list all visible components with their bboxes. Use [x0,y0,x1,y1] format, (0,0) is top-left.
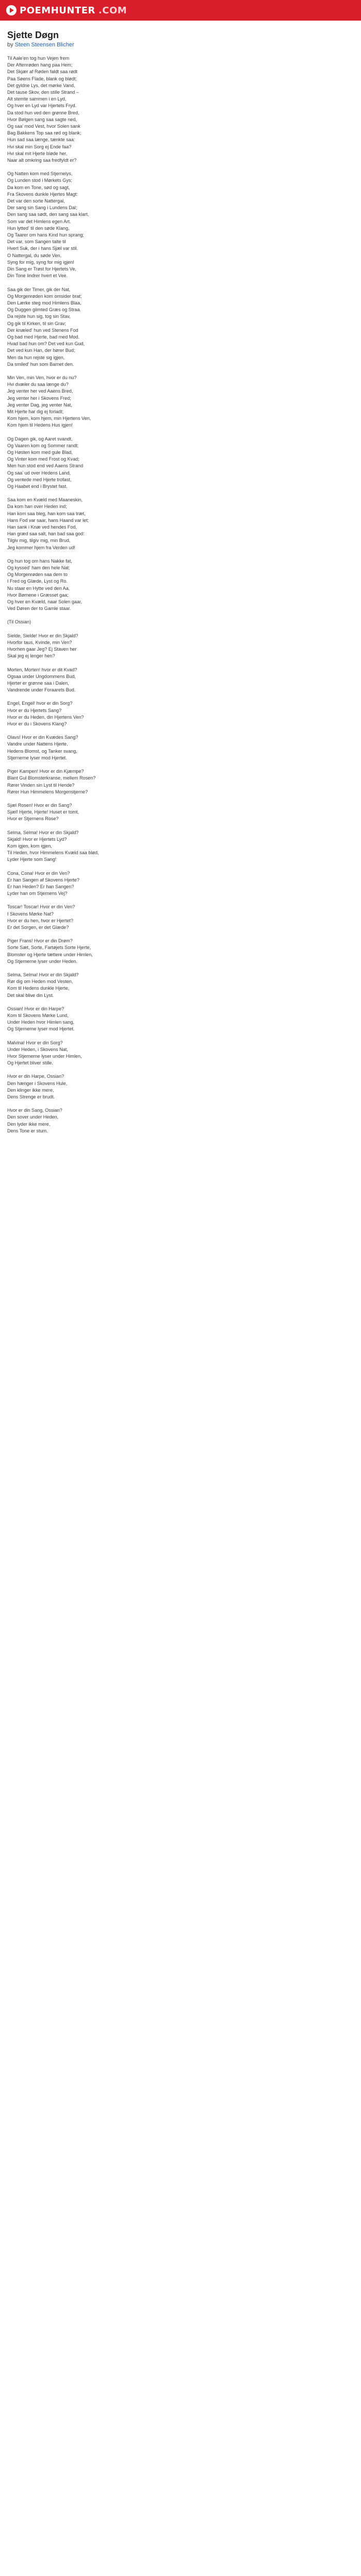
poem-line: Den sover under Heden, [7,1114,59,1120]
poem-line: Skal jeg ej lenger hen? [7,653,55,659]
poem-line: Rører Hun Himmelens Morgenstjerne? [7,789,88,794]
poem-line: Det tause Skov, den stille Strand – [7,90,79,95]
poem-line: Og Morgenrøden saa dem to [7,572,68,578]
poem-line: Dens Tone er stum. [7,1128,48,1133]
poem-line: Saa gik der Timer, gik der Nat, [7,286,71,292]
poem-stanza [7,972,354,999]
poem-line: Det ved kun Han, der hører Bud; [7,348,75,353]
poem-line: Hvor er du hen, hvor er Hjertet? [7,918,73,923]
poem-line: Kom igjen, kom igjen, [7,843,52,849]
poem-line: Dens Strenge er brudt. [7,1094,55,1100]
poem-line: Hvad bad hun om? Det ved kun Gud, [7,341,85,347]
poem-line: Selma, Selma! Hvor er din Skjald? [7,829,79,835]
poem-line: Sielde, Sielde! Hvor er din Skjald? [7,633,78,638]
poem-line: Hvor er din Sang, Ossian? [7,1108,62,1113]
poem-line: I Skovens Mørke Nat? [7,911,54,917]
poem-stanza [7,55,354,164]
poem-line: Den klinger ikke mere, [7,1087,54,1093]
poem-line: Hvert Suk, der i hans Sjæl var stil. [7,246,78,251]
poem-line: Hans Fod var saar, hans Haand var let; [7,517,89,523]
poem-line: Det gyldne Lys, det mørke Vand, [7,82,75,88]
poem-line: Det skal blive din Lyst. [7,992,54,998]
poem-line: Hvorhen gaar Jeg? Ej Staven her [7,647,77,652]
poem-line: Hjerter er grønne saa i Dalen, [7,681,69,686]
poem-line: Cona, Cona! Hvor er din Ven? [7,870,70,876]
poem-line: Og Vaaren kom og Sommer randt; [7,443,79,448]
logo-tld: .COM [98,5,127,16]
poem-line: Naar alt omkring saa fredfyldt er? [7,158,77,163]
poem-line: Og saa' mod Vest, hvor Solen sank [7,124,80,129]
poem-line: Blomster og Hjerte tættere under Himlen, [7,952,93,957]
poem-stanza [7,734,354,761]
poem-line: Det var, som Sangen talte til [7,239,66,245]
poem-line: Ved Døren der to Gamle staar. [7,606,71,612]
poem-line: Og ventede med Hjerte trofast, [7,477,72,482]
poem-line: (Til Ossian) [7,619,31,625]
poem-stanza [7,286,354,368]
poem-line: Da kom han over Heden ind; [7,504,67,510]
poem-line: Og hver en Lyd var Hjertets Fryd. [7,103,77,109]
byline-prefix: by [7,42,13,48]
poem-line: Til Heden, hvor Himmelens Kvæld saa blød, [7,850,99,856]
poem-line: Hvor Stjernerne lyser under Himlen, [7,1054,82,1059]
poem-line: Da stod hun ved den grønne Bred, [7,110,79,115]
poem-stanza [7,667,354,694]
poem-line: Den hænger i Skovens Hule, [7,1080,68,1086]
poem-line [7,626,354,633]
poem-stanza [7,436,354,490]
poem-line: Tilgiv mig, tilgiv mig, min Brud, [7,538,71,544]
poem-line: Og Vinter kom med Frost og Kvad; [7,456,79,462]
poem-line: Piger Kampen! Hvor er din Kjæmpe? [7,769,84,774]
poem-line: Og Høsten kom med gule Blad, [7,449,73,455]
poem-line: Og Duggen glimted Græs og Straa. [7,307,81,313]
poem-line: Toscar! Toscar! Hvor er din Ven? [7,904,75,910]
poem-line: Den Lærke steg mod Himlens Blaa, [7,300,81,306]
poem-line: Rør dig om Heden mod Vesten, [7,979,73,985]
poem-line: Under Heden, i Skovens Nat, [7,1046,68,1052]
poem-stanza [7,619,354,659]
poem-line: Morten, Morten! hvor er dit Kvad? [7,667,77,672]
poem-line: Selma, Selma! Hvor er din Skjald? [7,972,79,977]
poem-line: Han sank i Knæ ved hendes Fod, [7,524,77,530]
poem-line: Og Taarer om hans Kind hun sprang; [7,232,84,238]
poem-line: Min Ven, min Ven, hvor er du nu? [7,375,77,380]
poem-line: Men da hun rejste sig igjen, [7,354,65,360]
poem-line: Din Sang er Trøst for Hjertets Ve, [7,266,76,272]
poem-line: Og hun tog om hans Nakke fat, [7,558,72,564]
poem-line: Hvor er din Harpe, Ossian? [7,1074,64,1079]
poem-line: Bag Bakkens Top saa rød og blank; [7,130,81,136]
poem-line: Mit Hjerte har dig ej forladt; [7,409,64,414]
poem-line: Jeg kommer hjem fra Verden ud! [7,545,75,550]
poem-line: Syng for mig, syng for mig igjen! [7,259,74,265]
poem-line: Og Haabet end i Brystet fast. [7,483,68,489]
poem-body [7,55,354,1134]
poem-line: Hvi skal min Sorg ej Ende faa? [7,144,72,149]
poem-line: Der Aftenrøden hang paa Hem; [7,62,73,68]
poem-line: Kom til Skovens Mørke Lund, [7,1012,69,1018]
poem-line: Han græd saa salt, han bad saa god: [7,531,85,537]
poem-line: Jeg venter her i Skovens Fred; [7,395,71,401]
poem-line: Skjald! Hvor er Hjertets Lyd? [7,836,67,842]
poem-line: Vandre under Nattens Hjerte, [7,741,68,747]
poem-line: Og saa' ud over Hedens Land, [7,470,71,476]
poem-line: Olavs! Hvor er din Kvædes Sang? [7,735,78,740]
poem-stanza [7,171,354,279]
poem-line: Jeg venter Dag, jeg venter Nat, [7,402,72,408]
poem-line: Og bad med Hjerte, bad med Mod. [7,334,80,340]
author-link[interactable]: Steen Steensen Blicher [14,42,74,48]
poem-stanza [7,375,354,429]
poem-line: Den lyder ikke mere, [7,1121,51,1127]
poem-line: Kom hjem, kom hjem, min Hjertens Ven, [7,416,91,421]
poem-line: Og gik til Kirken, til sin Grav; [7,320,67,326]
poem-line: Der sang sin Sang i Lundens Dal; [7,205,77,211]
poem-line: Hvor er Stjernens Rose? [7,816,59,822]
poem-line: Engel, Engel! hvor er din Sorg? [7,701,73,706]
poem-line: Kom til Hedens dunkle Hjerte, [7,986,70,991]
poem-line: Da rejste hun sig, tog sin Stav, [7,314,71,319]
poem-line: Hvor Bølgen sang saa sagte ned, [7,116,77,122]
poem-content [0,21,361,2576]
poem-line: Ossian! Hvor er din Harpe? [7,1006,64,1011]
poem-line: Vandrende under Foraarets Bud. [7,687,76,693]
poem-line: Kom hjem til Hedens Hus igjen! [7,422,73,428]
poem-stanza [7,802,354,823]
poem-line: Sjæl! Hjerte, Hjerte! Huset er tomt, [7,809,79,815]
poem-line: Og Stjernerne lyser under Heden. [7,958,77,964]
poem-stanza [7,1006,354,1033]
poem-line: Han kom saa bleg, han kom saa træt, [7,511,86,516]
poem-stanza [7,938,354,965]
poem-line: I Fred og Glæde, Lyst og Ro. [7,579,68,584]
poem-line: Hvorfor taus, Kvinde, min Ven? [7,640,72,646]
poem-line: Hvor Børnene i Græsset gaa; [7,592,69,598]
poem-stanza [7,700,354,727]
poem-line: Under Heden hvor Himlen sang, [7,1020,74,1025]
poem-line: Til Aale'en tog hun Vejen frem [7,56,70,61]
poem-line: Er det Sorgen, er det Glæde? [7,924,69,930]
poem-line: Og Natten kom med Stjernelys, [7,171,73,177]
poem-byline [7,42,354,48]
poem-line: Da smiled' hun som Barnet den. [7,361,74,367]
poem-line: Sorte Sæt, Sorte, Fartøjets Sorte Hjerte, [7,945,91,951]
poem-line: Og kyssed' ham den hele Nat; [7,565,70,571]
poem-stanza [7,1107,354,1134]
poem-line: Lyder han om Stjernens Vej? [7,891,68,896]
poem-line: Hvor er du Heden, din Hjertens Ven? [7,714,84,720]
poem-stanza [7,829,354,863]
poem-line: Da kom en Tone, sød og sagt, [7,184,70,190]
poem-line: Jeg venter her ved Aaens Bred, [7,388,73,394]
poem-line: Malvina! Hvor er din Sorg? [7,1040,63,1045]
poem-line: Det var den sorte Nattergal, [7,198,65,204]
poem-line: Nu staar en Hytte ved den Aa, [7,585,70,591]
poem-line: Og Lunden stod i Mørkets Gys; [7,178,72,183]
poem-stanza [7,1040,354,1067]
poem-stanza [7,870,354,897]
poem-line: Saa kom en Kvæld med Maaneskin, [7,497,83,503]
poem-line: Hvi dvæler du saa længe du? [7,382,69,387]
play-icon [6,5,17,15]
poem-line: Lyder Hjerte som Sang! [7,857,57,862]
poem-line: Det Skjær af Røden faldt saa rødt [7,69,77,75]
poem-line: Piger Frans! Hvor er din Drøm? [7,938,73,944]
poem-stanza [7,904,354,931]
poem-line: Sjæl Rosen! Hvor er din Sang? [7,802,72,808]
poem-line: Stjernerne lyser mod Hjertet. [7,755,67,760]
poem-line: Som var det Himlens egen Art. [7,218,71,224]
poem-stanza [7,558,354,613]
poem-line: Hvor er du i Skovens Klang? [7,721,67,727]
poem-stanza [7,497,354,551]
poem-line: O Nattergal, du søde Ven, [7,252,62,258]
poem-line: Hedens Blomst, og Tanker svang, [7,748,77,754]
poem-line: Er han Heden? Er han Sangen? [7,884,74,889]
poem-line: Og hver en Kvæld, naar Solen gaar, [7,599,83,605]
poem-line: Ogsaa under Ungdommens Bud, [7,673,76,679]
poem-stanza [7,768,354,795]
poem-line: Og Morgenrøden kom omsider brat; [7,293,82,299]
poem-line: Og Hjertet bliver stille. [7,1060,53,1066]
poem-line: Hvi skal mit Hjerte bløde her, [7,150,68,156]
site-header [0,0,361,21]
poem-line: Rører Vinden sin Lyst til Hende? [7,782,75,788]
poem-line: Er han Sangen af Skovens Hjerte? [7,877,80,883]
poem-line: Der knæled' hun ved Stenens Fod [7,327,78,333]
poem-line: Paa Søens Flade, blank og blødt; [7,76,77,81]
poem-line: Hun lytted' til den søde Klang, [7,225,70,231]
site-logo[interactable] [6,5,127,16]
poem-line: Blant Gul Blomsterkranse, mellem Rosen? [7,775,96,781]
poem-line: Alt stemte sammen i en Lyd, [7,96,67,102]
poem-title: Sjette Døgn [7,30,59,40]
poem-line: Og Stjernerne lyser mod Hjertet. [7,1026,75,1032]
poem-line: Men hun stod end ved Aaens Strand [7,463,84,469]
poem-line: Din Tone lindrer hvert et Vee. [7,273,68,279]
poem-line: Hvor er du Hjertets Sang? [7,707,62,713]
poem-line: Hun sad saa længe, tænkte saa: [7,137,75,143]
poem-line: Og Dagen gik, og Aaret svandt, [7,436,73,442]
poem-line: Fra Skovens dunkle Hjertes Magt: [7,191,78,197]
poem-line: Den sang saa sødt, den sang saa klart, [7,212,89,217]
logo-text: POEMHUNTER [20,5,95,16]
poem-stanza [7,1073,354,1100]
